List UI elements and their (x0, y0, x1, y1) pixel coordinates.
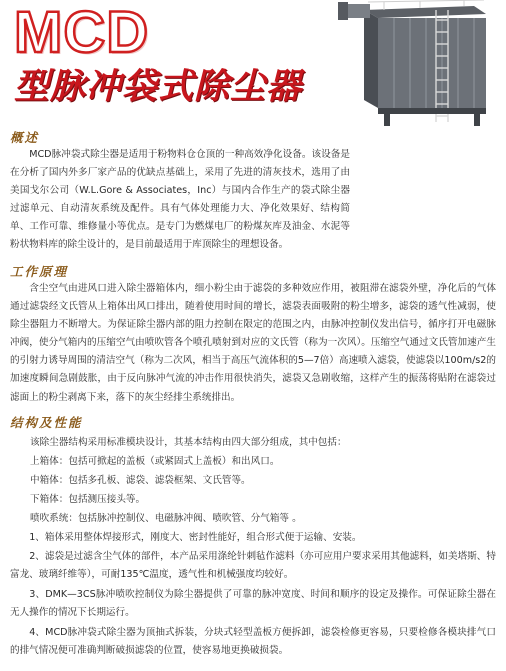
feature-item: 2、滤袋是过滤含尘气体的部件，本产品采用涤纶针刺毡作滤料（亦可应用户要求采用其他滤料，如美塔斯、特富龙、玻璃纤维等），可耐135℃温度，透气性和机械强度均较好。 (10, 551, 496, 581)
section-heading-structure: 结构及性能 (10, 415, 83, 430)
feature-item: 1、箱体采用整体焊接形式，刚度大、密封性能好，组合形式便于运输、安装。 (29, 532, 362, 543)
dust-collector-product-image (324, 0, 506, 128)
structure-item: 下箱体：包括测压接头等。 (30, 494, 146, 505)
structure-item: 喷吹系统：包括脉冲控制仪、电磁脉冲阀、喷吹管、分气箱等 。 (30, 513, 302, 524)
overview-paragraph: MCD脉冲袋式除尘器是适用于粉物料仓仓顶的一种高效净化设备。该设备是在分析了国内外多厂家产品的优缺点基础上，采用了先进的清灰技术，选用了由美国戈尔公司（W.L.Gore & Associates，Inc）与国内合作生产的袋式除尘器过滤单元、自动清灰系统及配件。具有气体处理能力大、净化效果好、结构简单、工作可靠、维修量小等优点。是专门为燃煤电厂的粉煤灰库及油金、水泥等粉状物料库的除尘设计的，是目前最适用于库顶除尘的理想设备。 (10, 149, 350, 251)
structure-item: 中箱体：包括多孔板、滤袋、滤袋框架、文氏管等。 (30, 475, 251, 486)
section-heading-principle: 工作原理 (10, 264, 69, 279)
structure-item: 上箱体：包括可掀起的盖板（或紧固式上盖板）和出风口。 (30, 456, 280, 467)
product-model-title: MCD (14, 0, 150, 65)
product-name-title: 型脉冲袋式除尘器 (14, 67, 303, 107)
section-heading-overview: 概述 (10, 130, 40, 145)
principle-paragraph: 含尘空气由进风口进入除尘器箱体内，细小粉尘由于滤袋的多种效应作用，被阻滞在滤袋外壁，净化后的气体通过滤袋经文氏管从上箱体出风口排出，随着使用时间的增长，滤袋表面吸附的粉尘增多，滤袋的透气性减弱，使除尘器阻力不断增大。为保证除尘器内部的阻力控制在限定的范围之内，由脉冲控制仪发出信号，循序打开电磁脉冲阀，使分气箱内的压缩空气由喷吹管各个喷孔喷射到对应的文氏管（称为一次风）。压缩空气通过文氏管加速产生的引射力诱导周围的清洁空气（称为二次风，相当于高压气流体积的5—7倍）高速喷入滤袋，使滤袋以100m/s2的加速度瞬间急剧鼓胀，由于反向脉冲气流的冲击作用很快消失，滤袋又急剧收缩，这样产生的振荡将贴附在滤袋过滤面上的粉尘剥离下来，落下的灰尘经排尘系统排出。 (10, 283, 496, 403)
structure-intro: 该除尘器结构采用标准模块设计，其基本结构由四大部分组成，其中包括： (30, 437, 347, 448)
feature-item: 3、DMK—3CS脉冲喷吹控制仪为除尘器提供了可靠的脉冲宽度、时间和顺序的设定及操作。可保证除尘器在无人操作的情况下长期运行。 (10, 589, 496, 619)
feature-item: 4、MCD脉冲袋式除尘器为顶抽式拆装，分块式轻型盖板方便拆卸，滤袋检修更容易，只要检修各模块排气口的排气情况便可准确判断破损滤袋的位置，使容易地更换破损袋。 (10, 627, 496, 657)
